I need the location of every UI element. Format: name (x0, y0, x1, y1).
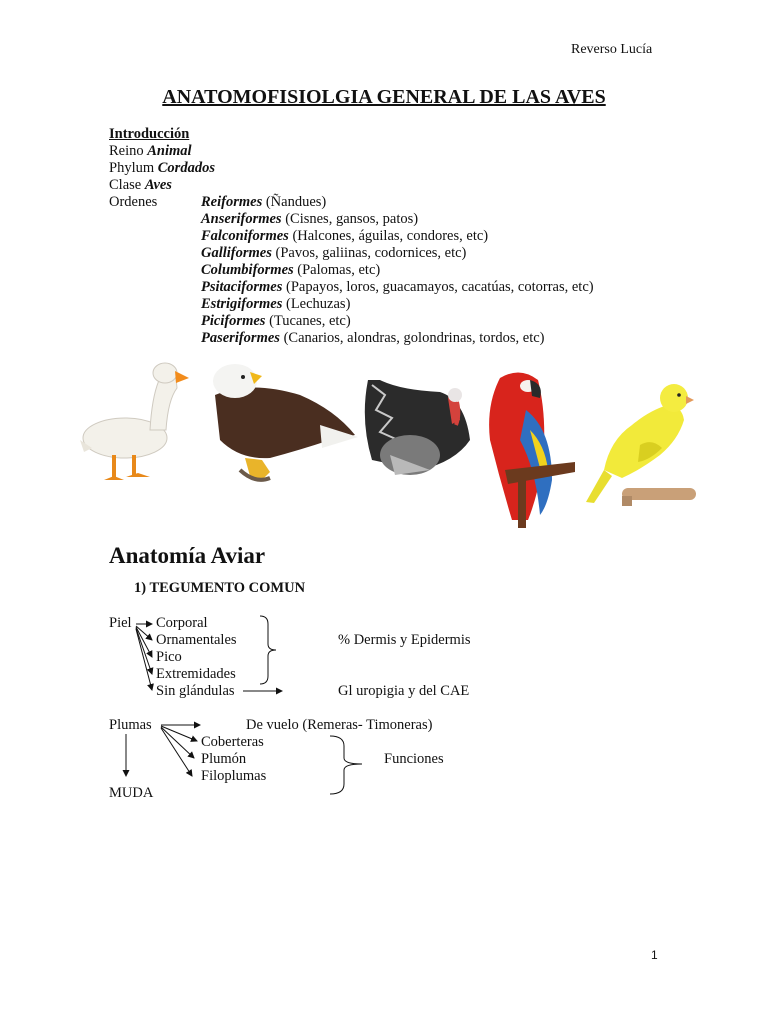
parrot-illustration (489, 372, 575, 528)
plumas-label: Plumas (109, 717, 152, 733)
orden-item: Columbiformes (Palomas, etc) (201, 262, 381, 278)
piel-item: Sin glándulas (156, 683, 235, 699)
piel-item: Extremidades (156, 666, 236, 682)
phylum-label: Phylum (109, 160, 155, 176)
clase-line (109, 177, 172, 194)
piel-item: Pico (156, 649, 182, 665)
phylum-line (109, 160, 215, 177)
plumas-item: Filoplumas (201, 768, 267, 784)
duck-illustration (80, 363, 189, 480)
document-title: ANATOMOFISIOLGIA GENERAL DE LAS AVES (162, 86, 606, 108)
piel-brace-note: % Dermis y Epidermis (338, 632, 471, 648)
anatomia-heading: Anatomía Aviar (109, 543, 266, 568)
orden-item: Anseriformes (Cisnes, gansos, patos) (201, 211, 419, 227)
section-tegumento-heading: 1) TEGUMENTO COMUN (134, 580, 306, 596)
plumas-item: Coberteras (201, 734, 264, 750)
orden-item: Reiformes (Ñandues) (201, 194, 327, 210)
clase-value: Aves (144, 177, 172, 193)
canary-illustration (586, 384, 696, 506)
orden-item: Piciformes (Tucanes, etc) (201, 313, 351, 329)
reino-label: Reino (109, 143, 144, 159)
glandulas-note: Gl uropigia y del CAE (338, 683, 470, 699)
intro-heading: Introducción (109, 126, 190, 142)
plumas-brace-note: Funciones (384, 751, 444, 767)
author-name: Reverso Lucía (571, 42, 653, 57)
orden-item: Psitaciformes (Papayos, loros, guacamayos, cacatúas, cotorras, etc) (201, 279, 594, 295)
orden-item: Galliformes (Pavos, galiinas, codornices, etc) (201, 245, 467, 261)
page-number: 1 (651, 948, 658, 962)
piel-item: Corporal (156, 615, 208, 631)
turkey-illustration (365, 380, 470, 475)
plumas-item: Plumón (201, 751, 247, 767)
plumas-brace (330, 736, 362, 794)
plumas-item: De vuelo (Remeras- Timoneras) (246, 717, 433, 733)
orden-item: Falconiformes (Halcones, águilas, condores, etc) (201, 228, 489, 244)
clase-label: Clase (109, 177, 142, 193)
piel-item: Ornamentales (156, 632, 237, 648)
reino-line (109, 143, 192, 160)
orden-item: Paseriformes (Canarios, alondras, golondrinas, tordos, etc) (201, 330, 545, 346)
orden-item: Estrigiformes (Lechuzas) (201, 296, 351, 312)
piel-label: Piel (109, 615, 132, 631)
piel-brace (260, 616, 276, 684)
reino-value: Animal (147, 143, 192, 159)
ordenes-label: Ordenes (109, 194, 158, 210)
eagle-illustration (213, 364, 358, 480)
phylum-value: Cordados (157, 160, 215, 176)
muda-label: MUDA (109, 785, 154, 801)
